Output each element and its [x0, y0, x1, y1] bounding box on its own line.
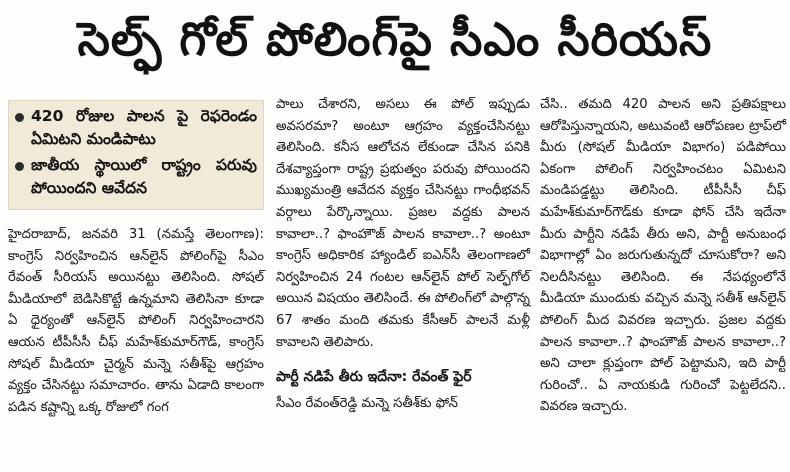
- highlight-item: [15, 105, 257, 151]
- body-text-col2-after: సీఎం రేవంత్‌రెడ్డి మన్నె సతీశ్‌కు ఫోన్: [276, 395, 458, 411]
- body-text-col1: హైదరాబాద్, జనవరి 31 (నమస్తే తెలంగాణ): కాంగ్రెస్ నిర్వహించిన ఆన్‌లైన్ పోలింగ్‌పై సీఎం రేవంత్ సీరియస్ అయినట్టు తెలిసింది. సోషల్ మీడియాలో బెడిసికొట్టే ఉన్నమాని తెలిసినా కూడా ఏ ధైర్యంతో ఆన్‌లైన్ పోలింగ్ నిర్వహించారని ఆయన టీపీసీసీ చీఫ్ మహేశ్‌కుమార్‌గౌడ్, కాంగ్రెస్ సోషల్ మీడియా చైర్మన్ మన్నె సతీశ్‌పై ఆగ్రహం వ్యక్తం చేసినట్టు సమాచారం. తాను ఏడాది కాలంగా పడిన కష్టాన్ని ఒక్క రోజులో గంగ: [8, 227, 264, 415]
- column-2: [276, 94, 530, 414]
- headline: సెల్ఫ్ గోల్ పోలింగ్‌పై సీఎం సీరియస్: [77, 12, 713, 66]
- column-3: [540, 94, 786, 418]
- column-1: [8, 94, 264, 418]
- highlight-text: జాతీయ స్థాయిలో రాష్ట్రం పరువు పోయిందని ఆవేదన: [31, 156, 257, 197]
- bullet-icon: [15, 113, 24, 122]
- subheading: పార్టీ నడిపే తీరు ఇదేనా: రేవంత్ ఫైర్: [276, 369, 472, 386]
- body-text-col3: చేసి.. తమది 420 పాలన అని ప్రతిపక్షాలు ఆరోపిస్తున్నాయని, అటువంటి ఆరోపణల ట్రాప్‌లో మీరు (సోషల్ మీడియా విభాగం) పడిపోయి ఏకంగా పోలింగ్ నిర్వహించటం ఏమిటని మండిపడ్డట్టు తెలిసింది. టీపీసీసీ చీఫ్ మహేశ్‌కుమార్‌గౌడ్‌కు కూడా ఫోన్ చేసి ఇదేనా మీరు పార్టీని నడిపే తీరు అని, పార్టీ అనుబంధ విభాగాల్లో ఏం జరుగుతున్నదో చూసుకోరా? అని నిలదీసినట్టు తెలిసింది. ఈ నేపథ్యంలోనే మీడియా ముందుకు వచ్చిన మన్నె సతీశ్ ఆన్‌లైన్ పోలింగ్ మీద వివరణ ఇచ్చారు. ప్రజల వద్దకు పాలన కావాలా..? ఫాంహౌజ్ పాలన కావాలా..? అని చాలా క్లుప్తంగా పోల్ పెట్టామని, ఇది పార్టీ గురించో.. ఏ నాయకుడి గురించో పెట్టలేదని.. వివరణ ఇచ్చారు.: [540, 97, 786, 415]
- highlight-item: [15, 154, 257, 200]
- highlight-box: [8, 100, 264, 210]
- highlight-text: 420 రోజుల పాలన పై రెఫరెండం ఏమిటని మండిపాటు: [31, 107, 257, 148]
- bullet-icon: [15, 162, 24, 171]
- body-text-col2: పాలు చేశారని, అసలు ఈ పోల్ ఇప్పుడు అవసరమా? అంటూ ఆగ్రహం వ్యక్తంచేసినట్టు తెలిసింది. కనీస ఆలోచన లేకుండా చేసిన పనికి దేశవ్యాప్తంగా రాష్ట్ర ప్రభుత్వం పరువు పోయిందని ముఖ్యమంత్రి ఆవేదన వ్యక్తం చేసినట్టు గాంధీభవన్ వర్గాలు పేర్కొన్నాయి. ప్రజల వద్దకు పాలన కావాలా..? ఫాంహౌజ్ పాలన కావాలా..? అంటూ కాంగ్రెస్ అధికారిక హ్యాండిల్ ఐఎన్‌సీ తెలంగాణలో నిర్వహించిన 24 గంటల ఆన్‌లైన్ పోల్ సెల్ఫ్‌గోల్ అయిన విషయం తెలిసిందే. ఈ పోలింగ్‌లో పాల్గొన్న 67 శాతం మంది తమకు కేసీఆర్ పాలనే మళ్లీ కావాలని తెలిపారు.: [276, 97, 530, 350]
